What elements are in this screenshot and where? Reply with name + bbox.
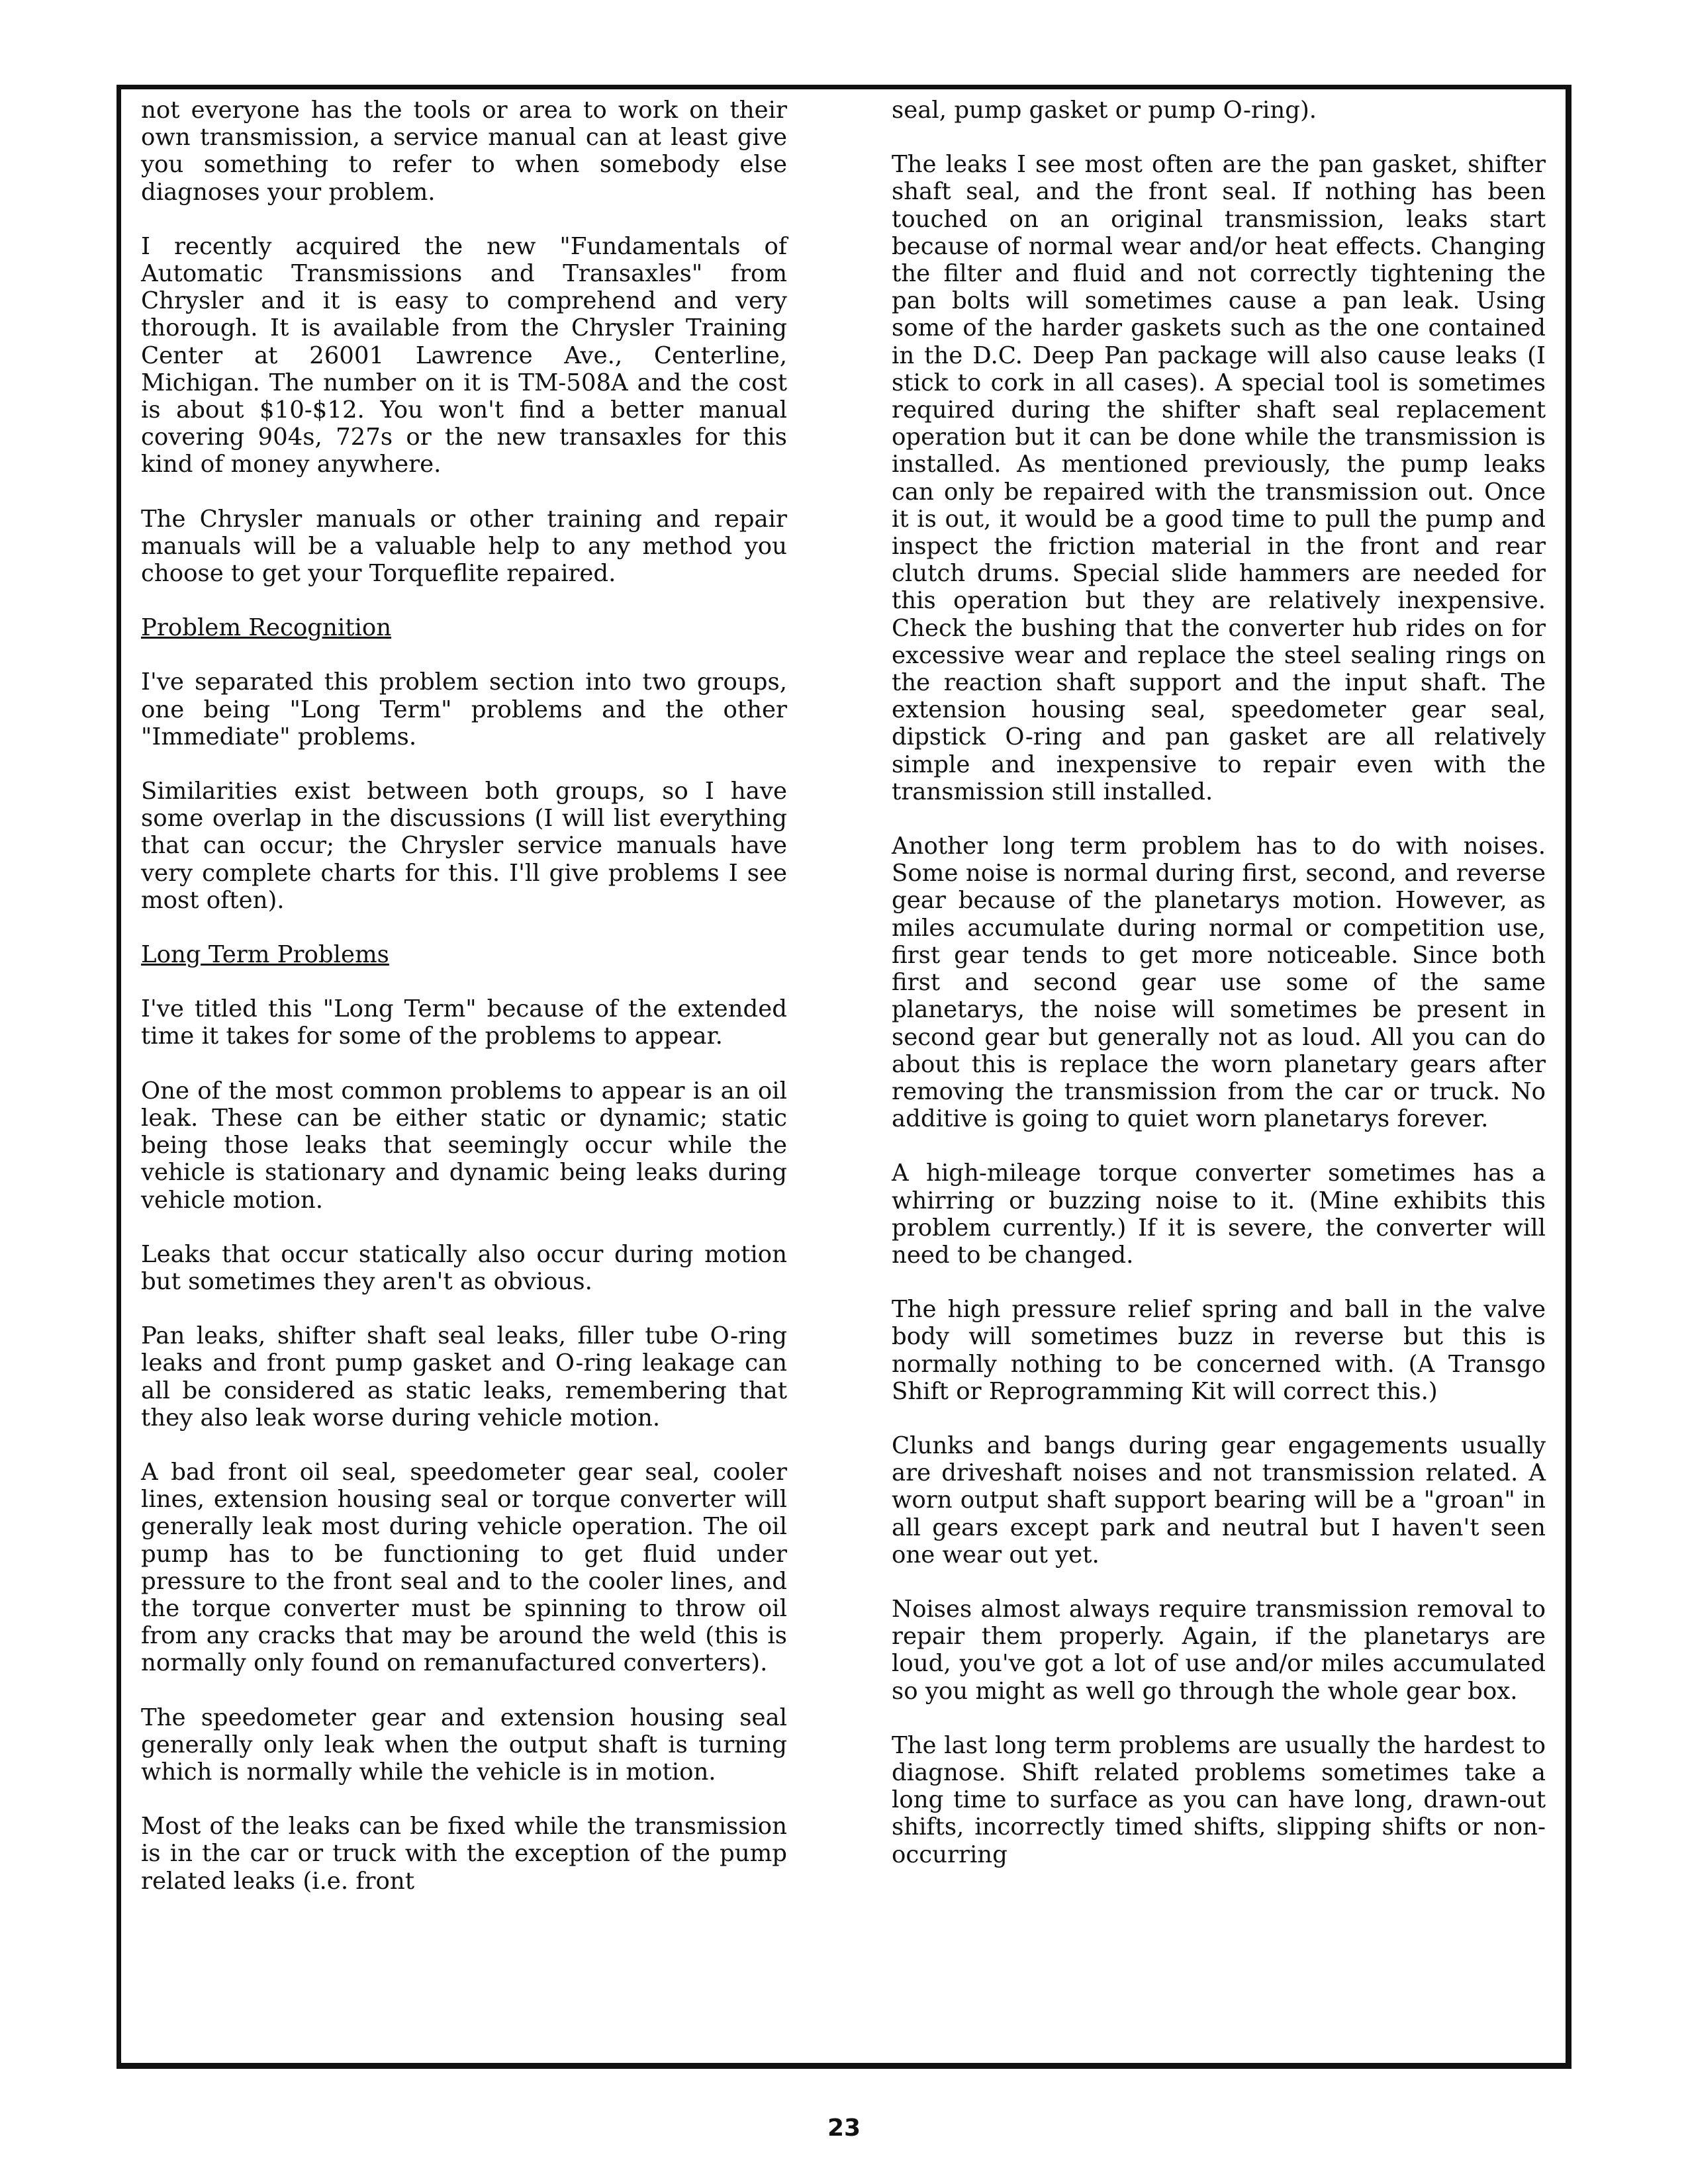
paragraph: The leaks I see most often are the pan gasket, shifter shaft seal, and the front seal. If nothing has been touched on an original transmission, leaks start because of normal wear and/or heat effects. Changing the filter and fluid and not correctly tightening the pan bolts will sometimes cause a pan leak. Using some of the harder gaskets such as the one contained in the D.C. Deep Pan package will also cause leaks (I stick to cork in all cases). A special tool is sometimes required during the shifter shaft seal replacement operation but it can be done while the transmission is installed. As mentioned previously, the pump leaks can only be repaired with the transmission out. Once it is out, it would be a good time to pull the pump and inspect the friction material in the front and rear clutch drums. Special slide hammers are needed for this operation but they are relatively inexpensive. Check the bushing that the converter hub rides on for excessive wear and replace the steel sealing rings on the reaction shaft support and the input shaft. The extension housing seal, speedometer gear seal, dipstick O-ring and pan gasket are all relatively simple and inexpensive to repair even with the transmission still installed.	[892, 151, 1546, 805]
paragraph: The Chrysler manuals or other training and repair manuals will be a valuable help to any method you choose to get your Torqueflite repaired.	[141, 505, 787, 588]
paragraph: One of the most common problems to appear is an oil leak. These can be either static or dynamic; static being those leaks that seemingly occur while the vehicle is stationary and dynamic being leaks during vehicle motion.	[141, 1077, 787, 1214]
paragraph: not everyone has the tools or area to work on their own transmission, a service manual can at least give you something to refer to when somebody else diagnoses your problem.	[141, 97, 787, 206]
paragraph: Clunks and bangs during gear engagements usually are driveshaft noises and not transmission related. A worn output shaft support bearing will be a "groan" in all gears except park and neutral but I haven't seen one wear out yet.	[892, 1432, 1546, 1569]
paragraph: A high-mileage torque converter sometimes has a whirring or buzzing noise to it. (Mine exhibits this problem currently.) If it is severe, the converter will need to be changed.	[892, 1160, 1546, 1269]
paragraph: Another long term problem has to do with noises. Some noise is normal during first, second, and reverse gear because of the planetarys motion. However, as miles accumulate during normal or competition use, first gear tends to get more noticeable. Since both first and second gear use some of the same planetarys, the noise will sometimes be present in second gear but generally not as loud. All you can do about this is replace the worn planetary gears after removing the transmission from the car or truck. No additive is going to quiet worn planetarys forever.	[892, 833, 1546, 1133]
section-heading-problem-recognition: Problem Recognition	[141, 614, 392, 642]
paragraph: seal, pump gasket or pump O-ring).	[892, 97, 1317, 124]
section-heading-long-term-problems: Long Term Problems	[141, 941, 389, 969]
paragraph: I've titled this "Long Term" because of the extended time it takes for some of the problems to appear.	[141, 995, 787, 1050]
paragraph: I've separated this problem section into two groups, one being "Long Term" problems and the other "Immediate" problems.	[141, 668, 787, 751]
left-column	[141, 97, 787, 1922]
right-column	[892, 97, 1546, 1895]
paragraph: The speedometer gear and extension housing seal generally only leak when the output shaft is turning which is normally while the vehicle is in motion.	[141, 1704, 787, 1786]
paragraph: Pan leaks, shifter shaft seal leaks, filler tube O-ring leaks and front pump gasket and O-ring leakage can all be considered as static leaks, remembering that they also leak worse during vehicle motion.	[141, 1322, 787, 1432]
paragraph: Most of the leaks can be fixed while the transmission is in the car or truck with the exception of the pump related leaks (i.e. front	[141, 1813, 787, 1895]
paragraph: A bad front oil seal, speedometer gear seal, cooler lines, extension housing seal or torque converter will generally leak most during vehicle operation. The oil pump has to be functioning to get fluid under pressure to the front seal and to the cooler lines, and the torque converter must be spinning to throw oil from any cracks that may be around the weld (this is normally only found on remanufactured converters).	[141, 1458, 787, 1677]
paragraph: Similarities exist between both groups, so I have some overlap in the discussions (I will list everything that can occur; the Chrysler service manuals have very complete charts for this. I'll give problems I see most often).	[141, 778, 787, 914]
paragraph: I recently acquired the new "Fundamentals of Automatic Transmissions and Transaxles" from Chrysler and it is easy to comprehend and very thorough. It is available from the Chrysler Training Center at 26001 Lawrence Ave., Centerline, Michigan. The number on it is TM-508A and the cost is about $10-$12. You won't find a better manual covering 904s, 727s or the new transaxles for this kind of money anywhere.	[141, 232, 787, 478]
paragraph: The last long term problems are usually the hardest to diagnose. Shift related problems sometimes take a long time to surface as you can have long, drawn-out shifts, incorrectly timed shifts, slipping shifts or non-occurring	[892, 1731, 1546, 1868]
paragraph: Noises almost always require transmission removal to repair them properly. Again, if the planetarys are loud, you've got a lot of use and/or miles accumulated so you might as well go through the whole gear box.	[892, 1595, 1546, 1705]
paragraph: Leaks that occur statically also occur during motion but sometimes they aren't as obvious.	[141, 1240, 787, 1295]
paragraph: The high pressure relief spring and ball in the valve body will sometimes buzz in reverse but this is normally nothing to be concerned with. (A Transgo Shift or Reprogramming Kit will correct this.)	[892, 1296, 1546, 1405]
page-number: 23	[827, 2115, 861, 2142]
